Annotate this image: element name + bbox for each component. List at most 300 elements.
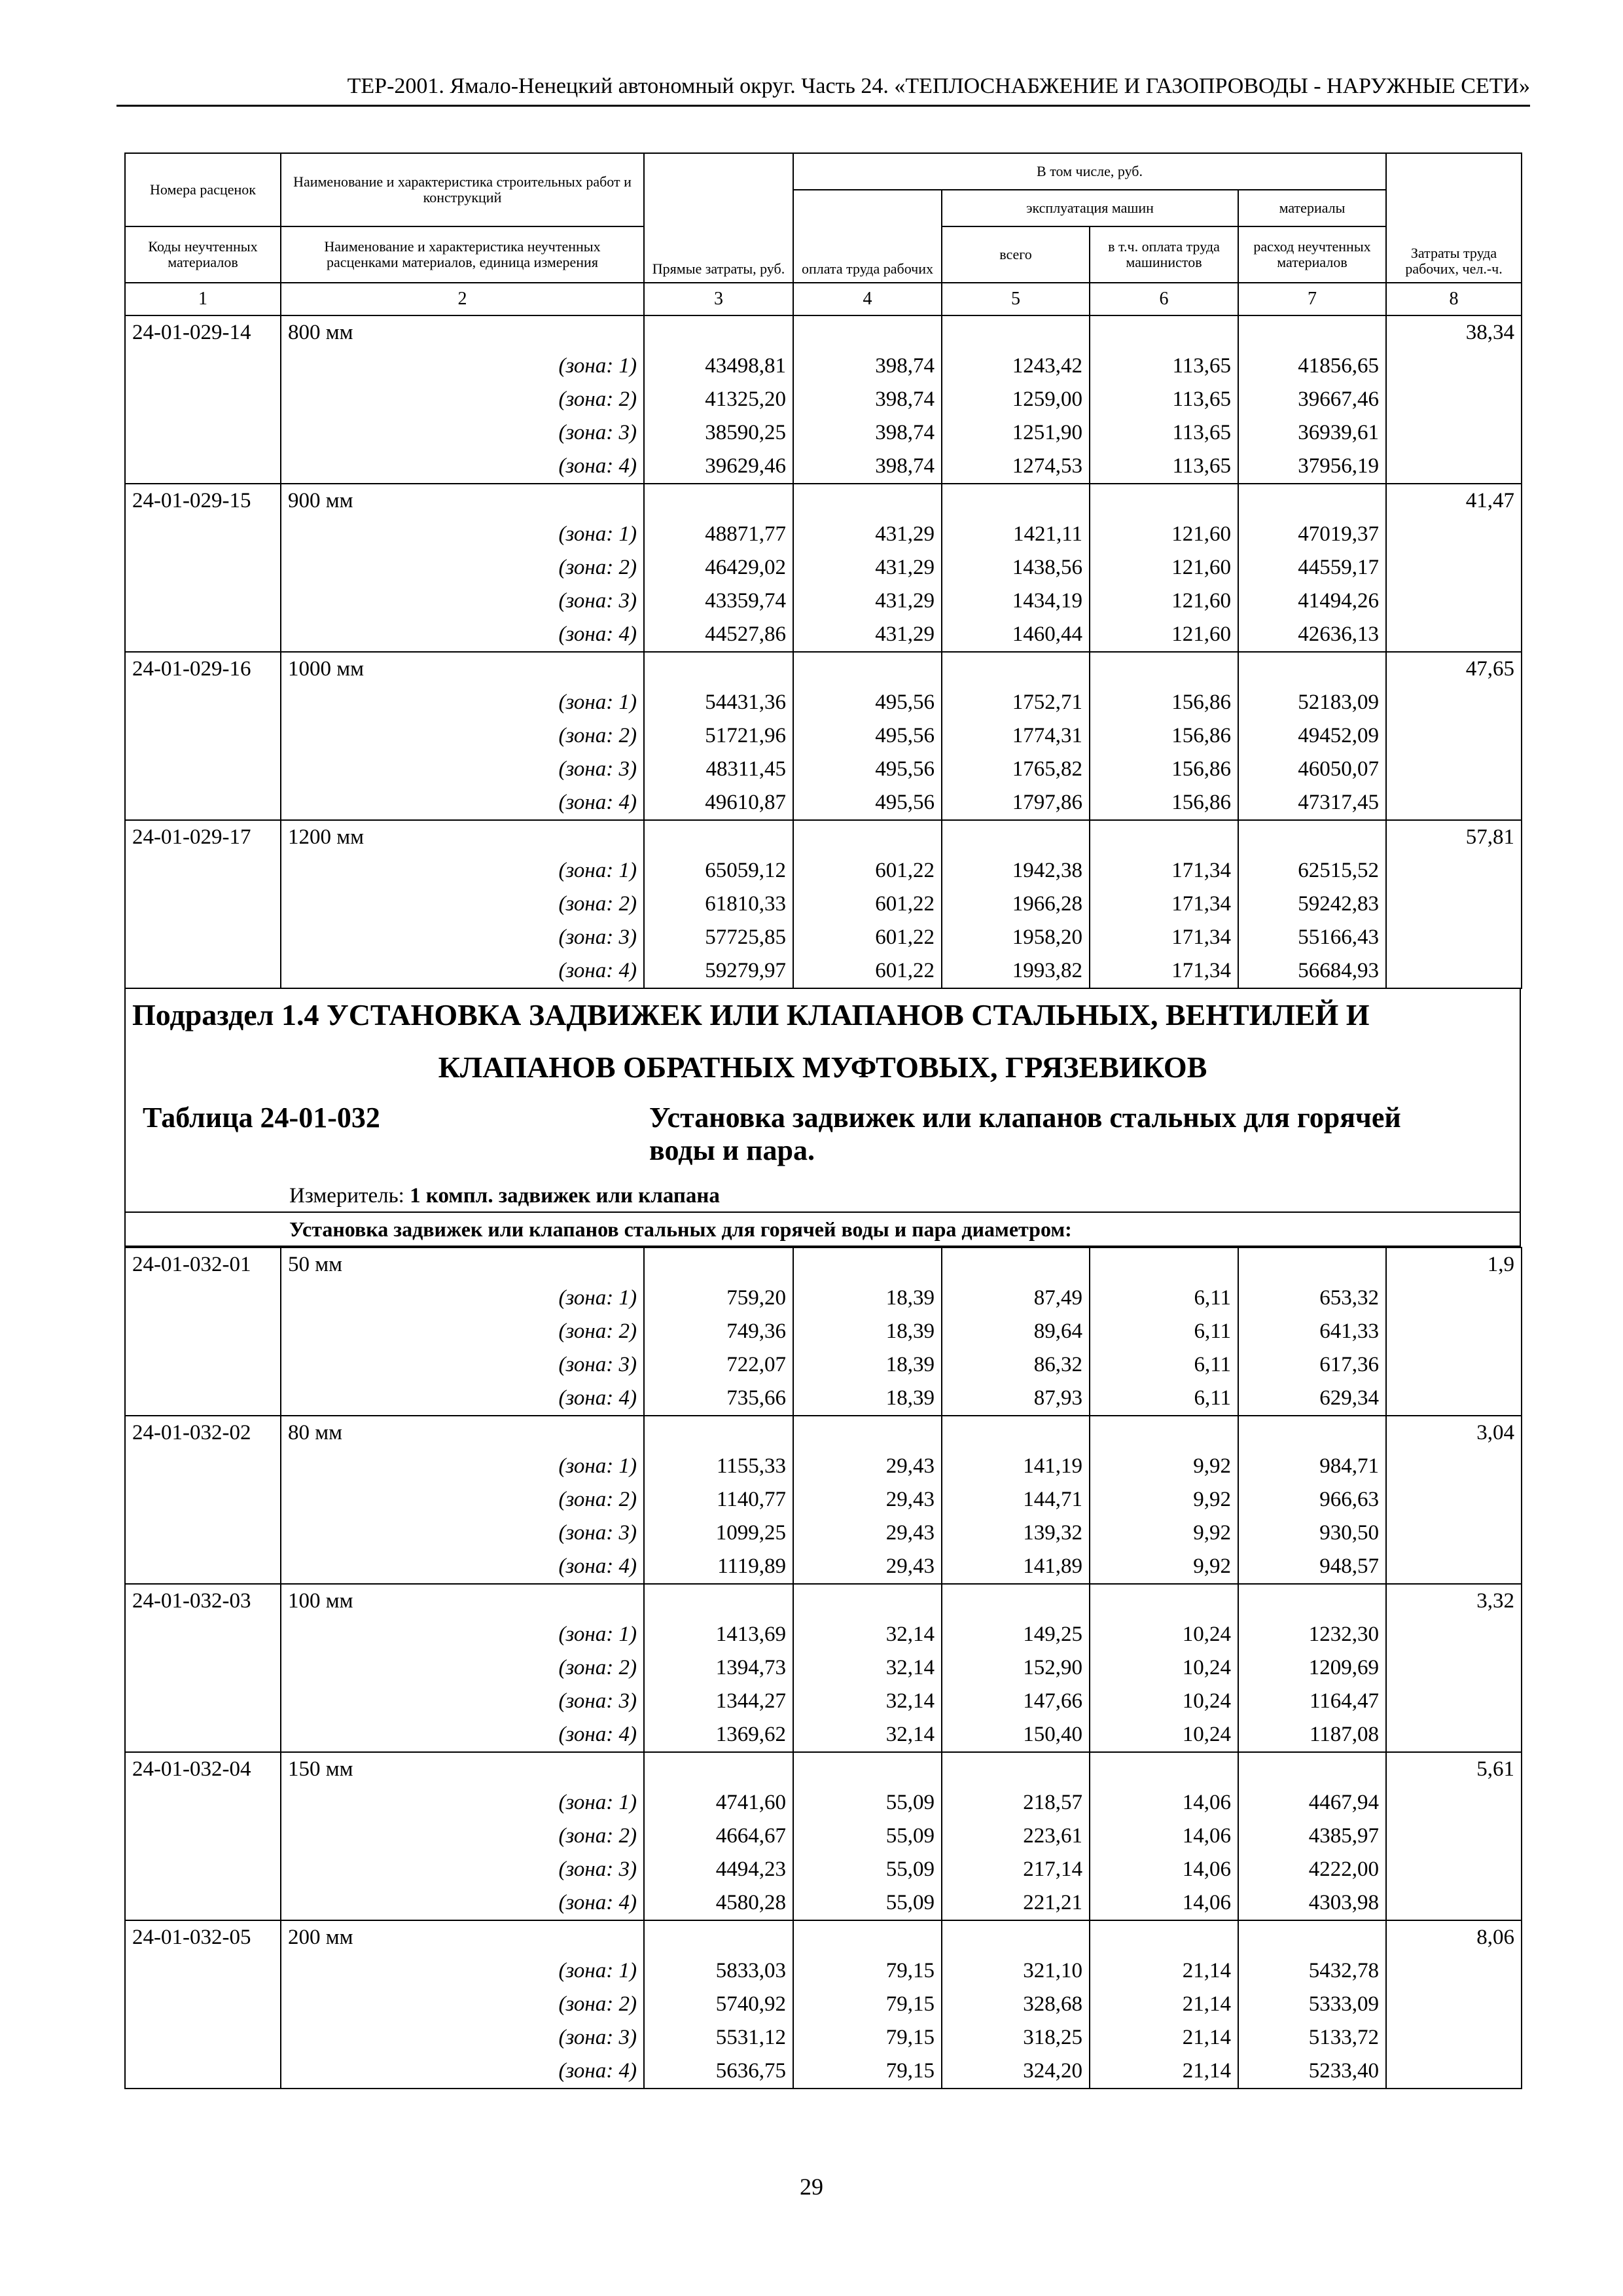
machines-total: 139,32	[942, 1516, 1090, 1550]
zone-row	[125, 686, 1522, 719]
empty-cell	[1386, 2021, 1522, 2054]
empty-cell	[1386, 618, 1522, 652]
empty-cell	[644, 484, 793, 518]
labor-pay: 55,09	[793, 1786, 942, 1820]
direct-cost: 44527,86	[644, 618, 793, 652]
empty-cell	[644, 1920, 793, 1954]
machinist-pay: 14,06	[1090, 1886, 1238, 1920]
machinist-pay: 14,06	[1090, 1786, 1238, 1820]
machinist-pay: 10,24	[1090, 1618, 1238, 1651]
zone-row	[125, 1618, 1522, 1651]
empty-cell	[1386, 1450, 1522, 1483]
zone-row	[125, 719, 1522, 753]
machinist-pay: 9,92	[1090, 1450, 1238, 1483]
subsection-title-line1: Подраздел 1.4 УСТАНОВКА ЗАДВИЖЕК ИЛИ КЛАПАНОВ СТАЛЬНЫХ, ВЕНТИЛЕЙ И	[132, 998, 1370, 1031]
document-body	[124, 152, 1521, 2089]
table-number: Таблица 24-01-032	[143, 1102, 380, 1134]
empty-cell	[1386, 1853, 1522, 1886]
machines-total: 221,21	[942, 1886, 1090, 1920]
zone-label: (зона: 2)	[281, 719, 644, 753]
materials-cost: 44559,17	[1238, 551, 1386, 584]
machinist-pay: 113,65	[1090, 350, 1238, 383]
empty-cell	[644, 1416, 793, 1450]
zone-row	[125, 1348, 1522, 1382]
empty-cell	[644, 315, 793, 350]
labor-pay: 431,29	[793, 584, 942, 618]
column-number: 4	[793, 283, 942, 315]
empty-cell	[1386, 1315, 1522, 1348]
empty-cell	[1090, 1584, 1238, 1618]
direct-cost: 735,66	[644, 1382, 793, 1416]
direct-cost: 4664,67	[644, 1820, 793, 1853]
zone-row	[125, 1450, 1522, 1483]
empty-cell	[125, 1820, 281, 1853]
empty-cell	[793, 820, 942, 854]
empty-cell	[1386, 854, 1522, 888]
empty-cell	[125, 1550, 281, 1584]
direct-cost: 49610,87	[644, 786, 793, 820]
empty-cell	[125, 1954, 281, 1988]
machinist-pay: 21,14	[1090, 1954, 1238, 1988]
rate-name: 100 мм	[281, 1584, 644, 1618]
materials-cost: 1209,69	[1238, 1651, 1386, 1685]
zone-row	[125, 416, 1522, 450]
empty-cell	[1238, 1247, 1386, 1282]
zone-label: (зона: 3)	[281, 1685, 644, 1718]
empty-cell	[1386, 1483, 1522, 1516]
column-numbers-row	[125, 283, 1522, 315]
rate-row	[125, 652, 1522, 686]
materials-cost: 5432,78	[1238, 1954, 1386, 1988]
rate-row	[125, 1416, 1522, 1450]
column-number: 7	[1238, 283, 1386, 315]
zone-row	[125, 1886, 1522, 1920]
machinist-pay: 10,24	[1090, 1685, 1238, 1718]
labor-pay: 601,22	[793, 854, 942, 888]
zone-label: (зона: 4)	[281, 954, 644, 988]
materials-cost: 5333,09	[1238, 1988, 1386, 2021]
zone-row	[125, 618, 1522, 652]
machines-total: 223,61	[942, 1820, 1090, 1853]
direct-cost: 1413,69	[644, 1618, 793, 1651]
materials-cost: 4222,00	[1238, 1853, 1386, 1886]
empty-cell	[125, 1618, 281, 1651]
running-header: ТЕР-2001. Ямало-Ненецкий автономный округ. Часть 24. «ТЕПЛОСНАБЖЕНИЕ И ГАЗОПРОВОДЫ - НАРУЖНЫЕ СЕТИ»	[347, 74, 1530, 98]
table-title: Установка задвижек или клапанов стальных для горячей воды и пара.	[649, 1102, 1401, 1166]
machinist-pay: 156,86	[1090, 786, 1238, 820]
machinist-pay: 9,92	[1090, 1550, 1238, 1584]
labor-hours: 38,34	[1386, 315, 1522, 350]
rate-name: 80 мм	[281, 1416, 644, 1450]
direct-cost: 5531,12	[644, 2021, 793, 2054]
materials-cost: 52183,09	[1238, 686, 1386, 719]
direct-cost: 5740,92	[644, 1988, 793, 2021]
rate-name: 1200 мм	[281, 820, 644, 854]
labor-hours: 1,9	[1386, 1247, 1522, 1282]
empty-cell	[793, 315, 942, 350]
zone-label: (зона: 2)	[281, 1315, 644, 1348]
zone-row	[125, 1718, 1522, 1752]
rate-row	[125, 1752, 1522, 1786]
zone-label: (зона: 4)	[281, 1550, 644, 1584]
labor-pay: 398,74	[793, 450, 942, 484]
col3-header: Прямые затраты, руб.	[644, 153, 793, 283]
empty-cell	[125, 1282, 281, 1315]
machines-total: 1434,19	[942, 584, 1090, 618]
rate-name: 50 мм	[281, 1247, 644, 1282]
empty-cell	[1386, 1886, 1522, 1920]
materials-cost: 1187,08	[1238, 1718, 1386, 1752]
rate-row	[125, 1920, 1522, 1954]
empty-cell	[1386, 1348, 1522, 1382]
machinist-pay: 113,65	[1090, 416, 1238, 450]
materials-cost: 629,34	[1238, 1382, 1386, 1416]
empty-cell	[942, 1752, 1090, 1786]
empty-cell	[1386, 1516, 1522, 1550]
empty-cell	[1386, 954, 1522, 988]
empty-cell	[1386, 1651, 1522, 1685]
machines-total: 141,89	[942, 1550, 1090, 1584]
zone-label: (зона: 2)	[281, 551, 644, 584]
machines-total: 89,64	[942, 1315, 1090, 1348]
empty-cell	[125, 1988, 281, 2021]
labor-hours: 3,04	[1386, 1416, 1522, 1450]
empty-cell	[1386, 786, 1522, 820]
zone-label: (зона: 3)	[281, 921, 644, 954]
empty-cell	[942, 484, 1090, 518]
labor-hours: 5,61	[1386, 1752, 1522, 1786]
materials-cost: 1164,47	[1238, 1685, 1386, 1718]
rate-code: 24-01-029-15	[125, 484, 281, 518]
empty-cell	[125, 350, 281, 383]
direct-cost: 1344,27	[644, 1685, 793, 1718]
zone-label: (зона: 3)	[281, 1853, 644, 1886]
direct-cost: 1140,77	[644, 1483, 793, 1516]
empty-cell	[942, 820, 1090, 854]
empty-cell	[1386, 1382, 1522, 1416]
zone-label: (зона: 3)	[281, 2021, 644, 2054]
labor-pay: 32,14	[793, 1618, 942, 1651]
zone-row	[125, 854, 1522, 888]
zone-row	[125, 1853, 1522, 1886]
zone-row	[125, 2054, 1522, 2089]
machines-total: 152,90	[942, 1651, 1090, 1685]
labor-pay: 79,15	[793, 1954, 942, 1988]
direct-cost: 4741,60	[644, 1786, 793, 1820]
group-heading: Установка задвижек или клапанов стальных для горячей воды и пара диаметром:	[289, 1217, 1072, 1241]
direct-cost: 54431,36	[644, 686, 793, 719]
zone-label: (зона: 3)	[281, 753, 644, 786]
labor-pay: 32,14	[793, 1718, 942, 1752]
machinist-pay: 121,60	[1090, 618, 1238, 652]
zone-label: (зона: 2)	[281, 888, 644, 921]
machines-total: 1460,44	[942, 618, 1090, 652]
labor-pay: 601,22	[793, 888, 942, 921]
rate-row	[125, 820, 1522, 854]
labor-pay: 18,39	[793, 1382, 942, 1416]
empty-cell	[125, 1450, 281, 1483]
zone-row	[125, 1315, 1522, 1348]
zone-row	[125, 1685, 1522, 1718]
materials-cost: 4303,98	[1238, 1886, 1386, 1920]
empty-cell	[644, 820, 793, 854]
machines-total: 141,19	[942, 1450, 1090, 1483]
empty-cell	[125, 551, 281, 584]
empty-cell	[1090, 315, 1238, 350]
subsection-title	[126, 989, 1520, 1094]
column-number: 8	[1386, 283, 1522, 315]
empty-cell	[125, 1315, 281, 1348]
direct-cost: 57725,85	[644, 921, 793, 954]
labor-pay: 398,74	[793, 416, 942, 450]
labor-pay: 18,39	[793, 1348, 942, 1382]
empty-cell	[1386, 1550, 1522, 1584]
machinist-pay: 113,65	[1090, 450, 1238, 484]
zone-label: (зона: 1)	[281, 1954, 644, 1988]
machines-total: 218,57	[942, 1786, 1090, 1820]
empty-cell	[1238, 1752, 1386, 1786]
empty-cell	[942, 315, 1090, 350]
empty-cell	[1238, 1920, 1386, 1954]
empty-cell	[125, 786, 281, 820]
direct-cost: 38590,25	[644, 416, 793, 450]
labor-pay: 398,74	[793, 383, 942, 416]
materials-header: материалы	[1238, 190, 1386, 226]
zone-label: (зона: 1)	[281, 1618, 644, 1651]
labor-pay: 495,56	[793, 719, 942, 753]
machines-total: 1966,28	[942, 888, 1090, 921]
zone-label: (зона: 4)	[281, 1718, 644, 1752]
empty-cell	[1090, 1752, 1238, 1786]
machines-total: 86,32	[942, 1348, 1090, 1382]
machinist-pay: 171,34	[1090, 954, 1238, 988]
empty-cell	[125, 618, 281, 652]
header-rule	[116, 105, 1530, 107]
empty-cell	[1386, 1820, 1522, 1853]
labor-pay: 55,09	[793, 1820, 942, 1853]
empty-cell	[1386, 450, 1522, 484]
materials-cost: 641,33	[1238, 1315, 1386, 1348]
empty-cell	[1238, 1584, 1386, 1618]
measure-value: 1 компл. задвижек или клапана	[410, 1184, 720, 1208]
empty-cell	[644, 652, 793, 686]
empty-cell	[1090, 1247, 1238, 1282]
machines-total: 217,14	[942, 1853, 1090, 1886]
empty-cell	[1238, 652, 1386, 686]
col5-header: всего	[942, 226, 1090, 283]
rates-table-top	[124, 152, 1522, 989]
page-number: 29	[800, 2174, 823, 2200]
column-number: 5	[942, 283, 1090, 315]
machines-total: 1421,11	[942, 518, 1090, 551]
labor-pay: 601,22	[793, 954, 942, 988]
empty-cell	[1386, 2054, 1522, 2089]
rate-row	[125, 484, 1522, 518]
labor-pay: 29,43	[793, 1550, 942, 1584]
machines-total: 1243,42	[942, 350, 1090, 383]
labor-pay: 32,14	[793, 1651, 942, 1685]
materials-cost: 5133,72	[1238, 2021, 1386, 2054]
zone-row	[125, 786, 1522, 820]
empty-cell	[125, 854, 281, 888]
materials-cost: 4385,97	[1238, 1820, 1386, 1853]
labor-hours: 57,81	[1386, 820, 1522, 854]
empty-cell	[125, 1786, 281, 1820]
labor-pay: 431,29	[793, 618, 942, 652]
zone-label: (зона: 4)	[281, 450, 644, 484]
zone-row	[125, 1786, 1522, 1820]
empty-cell	[125, 1685, 281, 1718]
empty-cell	[125, 1483, 281, 1516]
zone-label: (зона: 4)	[281, 2054, 644, 2089]
empty-cell	[125, 584, 281, 618]
zone-label: (зона: 1)	[281, 518, 644, 551]
empty-cell	[942, 1247, 1090, 1282]
machinist-pay: 21,14	[1090, 1988, 1238, 2021]
empty-cell	[1238, 315, 1386, 350]
empty-cell	[793, 484, 942, 518]
direct-cost: 4494,23	[644, 1853, 793, 1886]
empty-cell	[125, 888, 281, 921]
empty-cell	[1090, 484, 1238, 518]
labor-pay: 398,74	[793, 350, 942, 383]
empty-cell	[125, 921, 281, 954]
machines-total: 1958,20	[942, 921, 1090, 954]
col7-header: расход неучтенных материалов	[1238, 226, 1386, 283]
empty-cell	[644, 1247, 793, 1282]
empty-cell	[125, 1651, 281, 1685]
direct-cost: 722,07	[644, 1348, 793, 1382]
machinist-pay: 14,06	[1090, 1820, 1238, 1853]
machines-total: 1797,86	[942, 786, 1090, 820]
col1-header-top: Номера расценок	[125, 153, 281, 226]
machinist-pay: 21,14	[1090, 2021, 1238, 2054]
empty-cell	[125, 2054, 281, 2089]
empty-cell	[125, 416, 281, 450]
empty-cell	[1386, 1282, 1522, 1315]
labor-pay: 79,15	[793, 2054, 942, 2089]
machines-total: 150,40	[942, 1718, 1090, 1752]
materials-cost: 62515,52	[1238, 854, 1386, 888]
machines-total: 1274,53	[942, 450, 1090, 484]
zone-row	[125, 888, 1522, 921]
machines-total: 87,93	[942, 1382, 1090, 1416]
zone-label: (зона: 2)	[281, 1483, 644, 1516]
direct-cost: 41325,20	[644, 383, 793, 416]
column-number: 1	[125, 283, 281, 315]
machines-total: 1765,82	[942, 753, 1090, 786]
direct-cost: 749,36	[644, 1315, 793, 1348]
machines-total: 1259,00	[942, 383, 1090, 416]
labor-pay: 32,14	[793, 1685, 942, 1718]
zone-row	[125, 921, 1522, 954]
empty-cell	[1386, 921, 1522, 954]
materials-cost: 5233,40	[1238, 2054, 1386, 2089]
direct-cost: 65059,12	[644, 854, 793, 888]
direct-cost: 61810,33	[644, 888, 793, 921]
empty-cell	[1386, 518, 1522, 551]
machinist-pay: 171,34	[1090, 854, 1238, 888]
col1-header-bottom: Коды неучтенных материалов	[125, 226, 281, 283]
zone-row	[125, 2021, 1522, 2054]
materials-cost: 41856,65	[1238, 350, 1386, 383]
empty-cell	[1386, 686, 1522, 719]
subsection-block	[124, 989, 1521, 1247]
machinist-pay: 10,24	[1090, 1651, 1238, 1685]
empty-cell	[125, 1718, 281, 1752]
empty-cell	[125, 1516, 281, 1550]
rate-row	[125, 1584, 1522, 1618]
zone-label: (зона: 3)	[281, 584, 644, 618]
empty-cell	[125, 2021, 281, 2054]
zone-row	[125, 1282, 1522, 1315]
machines-total: 321,10	[942, 1954, 1090, 1988]
machines-total: 87,49	[942, 1282, 1090, 1315]
col8-header: Затраты труда рабочих, чел.-ч.	[1386, 153, 1522, 283]
empty-cell	[793, 1920, 942, 1954]
zone-label: (зона: 4)	[281, 618, 644, 652]
zone-label: (зона: 1)	[281, 686, 644, 719]
machines-total: 1993,82	[942, 954, 1090, 988]
zone-row	[125, 1651, 1522, 1685]
zone-label: (зона: 1)	[281, 350, 644, 383]
zone-row	[125, 584, 1522, 618]
empty-cell	[1090, 820, 1238, 854]
direct-cost: 759,20	[644, 1282, 793, 1315]
empty-cell	[1386, 888, 1522, 921]
materials-cost: 930,50	[1238, 1516, 1386, 1550]
labor-hours: 8,06	[1386, 1920, 1522, 1954]
zone-row	[125, 1382, 1522, 1416]
direct-cost: 5833,03	[644, 1954, 793, 1988]
rate-name: 150 мм	[281, 1752, 644, 1786]
machinist-pay: 6,11	[1090, 1282, 1238, 1315]
empty-cell	[942, 1584, 1090, 1618]
zone-label: (зона: 2)	[281, 1651, 644, 1685]
zone-label: (зона: 2)	[281, 1820, 644, 1853]
zone-label: (зона: 2)	[281, 1988, 644, 2021]
materials-cost: 49452,09	[1238, 719, 1386, 753]
zone-row	[125, 1550, 1522, 1584]
rate-code: 24-01-029-16	[125, 652, 281, 686]
direct-cost: 48311,45	[644, 753, 793, 786]
machines-total: 1774,31	[942, 719, 1090, 753]
machinist-pay: 113,65	[1090, 383, 1238, 416]
materials-cost: 37956,19	[1238, 450, 1386, 484]
materials-cost: 59242,83	[1238, 888, 1386, 921]
direct-cost: 1099,25	[644, 1516, 793, 1550]
col4-header: оплата труда рабочих	[793, 190, 942, 283]
rate-code: 24-01-032-05	[125, 1920, 281, 1954]
empty-cell	[1386, 350, 1522, 383]
direct-cost: 5636,75	[644, 2054, 793, 2089]
labor-pay: 495,56	[793, 753, 942, 786]
materials-cost: 1232,30	[1238, 1618, 1386, 1651]
materials-cost: 984,71	[1238, 1450, 1386, 1483]
labor-pay: 29,43	[793, 1516, 942, 1550]
rate-name: 200 мм	[281, 1920, 644, 1954]
zone-row	[125, 1954, 1522, 1988]
table-caption	[126, 1102, 1520, 1180]
zone-label: (зона: 1)	[281, 1282, 644, 1315]
labor-pay: 431,29	[793, 551, 942, 584]
machinist-pay: 6,11	[1090, 1348, 1238, 1382]
rate-name: 800 мм	[281, 315, 644, 350]
empty-cell	[793, 652, 942, 686]
empty-cell	[125, 753, 281, 786]
direct-cost: 4580,28	[644, 1886, 793, 1920]
zone-label: (зона: 2)	[281, 383, 644, 416]
